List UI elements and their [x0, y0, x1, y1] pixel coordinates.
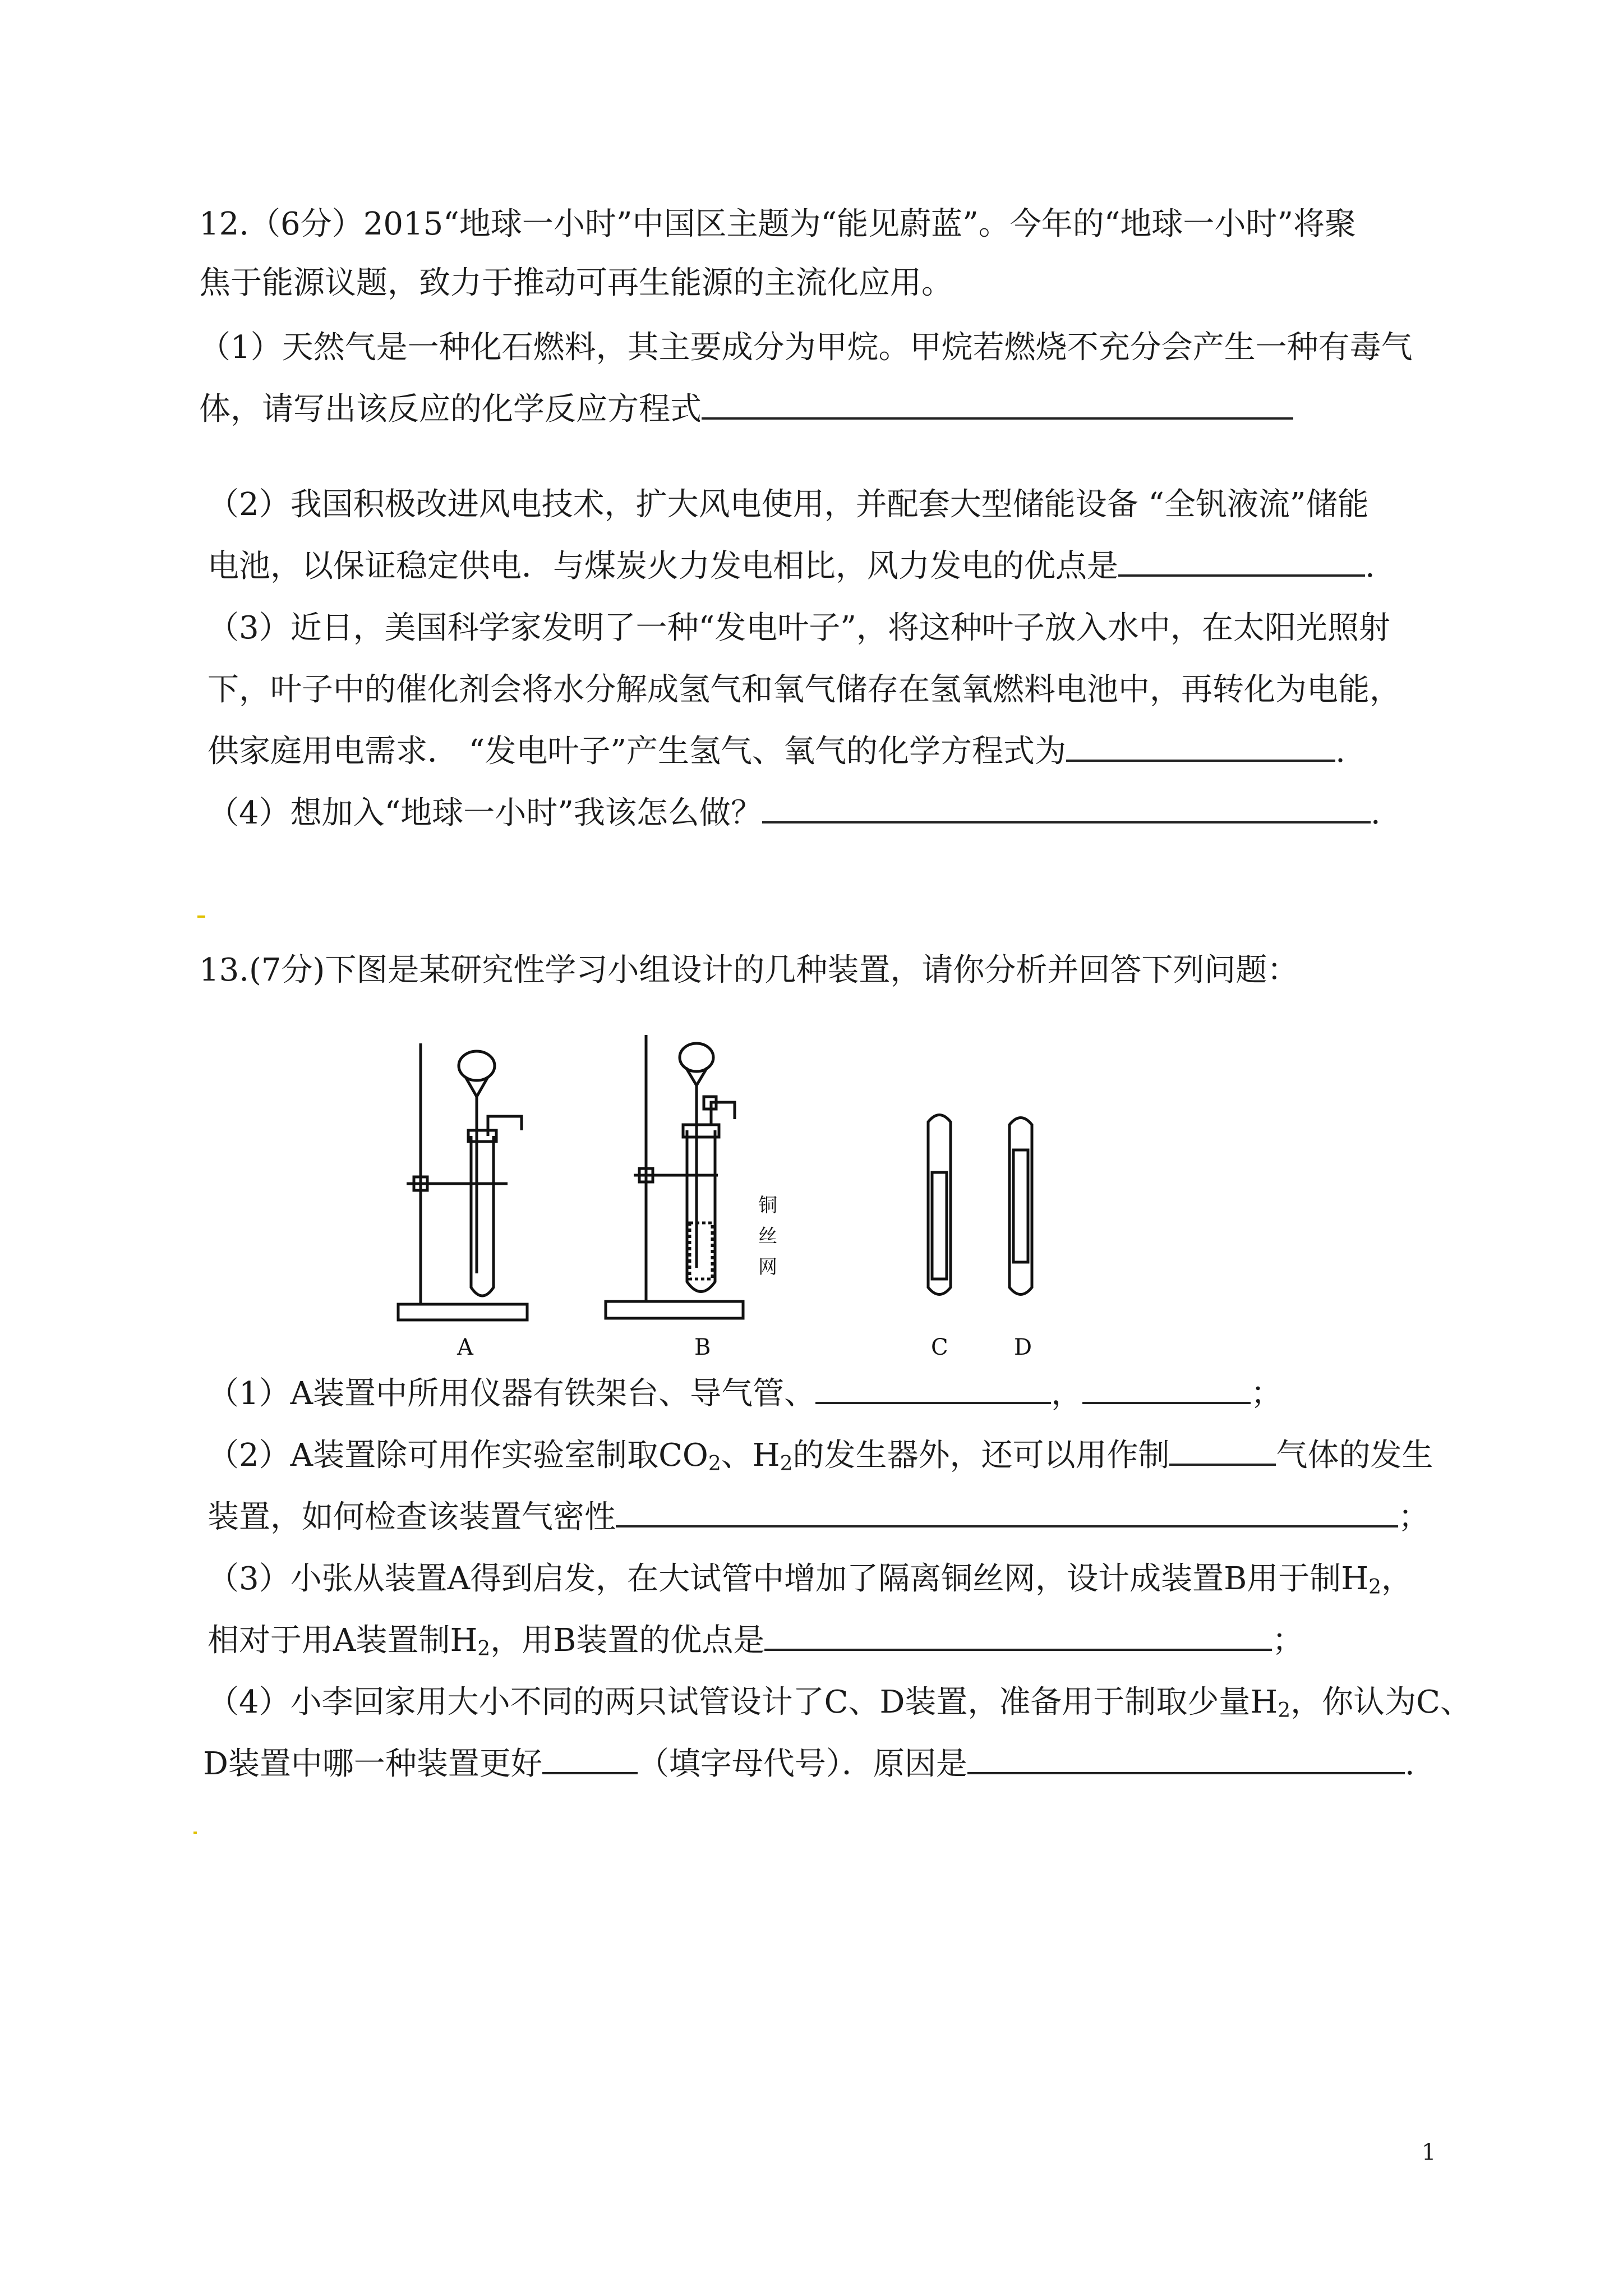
label-a: A [457, 1335, 473, 1360]
mesh-label-2: 丝 [758, 1225, 777, 1248]
q12-line-3: （1）天然气是一种化石燃料，其主要成分为甲烷。甲烷若燃烧不充分会产生一种有毒气 [199, 329, 1413, 366]
q13-line-3c: 的发生器外，还可以用作制 [792, 1437, 1170, 1474]
semicolon: ； [1272, 1622, 1304, 1659]
q13-line-8a: D装置中哪一种装置更好 [203, 1746, 542, 1782]
answer-blank-13-3[interactable] [1169, 1433, 1276, 1466]
answer-blank-12-3[interactable] [1066, 729, 1335, 762]
answer-blank-12-4[interactable] [762, 791, 1371, 823]
delivery-tube-a [488, 1116, 522, 1136]
q12-line-8: 下，叶子中的催化剂会将水分解成氢气和氧气储存在氢氧燃料电池中，再转化为电能， [208, 671, 1401, 708]
q12-line-4 [199, 387, 1293, 432]
comma-cn: ， [1381, 1561, 1413, 1597]
funnel-bowl-b [680, 1043, 713, 1071]
q12-line-4-text: 体，请写出该反应的化学反应方程式 [199, 391, 702, 427]
q12-line-9 [208, 729, 1345, 774]
label-c: C [931, 1335, 948, 1360]
q13-line-6a: 相对于用A装置制H [208, 1622, 478, 1659]
answer-blank-13-1[interactable] [815, 1372, 1051, 1404]
stopper-b [683, 1125, 719, 1137]
device-d [1009, 1118, 1032, 1295]
period: . [1370, 795, 1381, 831]
q13-line-8 [203, 1742, 1415, 1787]
device-c [928, 1115, 951, 1295]
period: . [1404, 1746, 1415, 1782]
q13-line-8b: （填字母代号）．原因是 [637, 1746, 967, 1782]
q13-line-3b: 、H [721, 1437, 780, 1474]
subscript: 2 [780, 1452, 793, 1475]
q13-line-6 [208, 1618, 1303, 1663]
q12-line-10-text: （4）想加入“地球一小时”我该怎么做？ [208, 795, 762, 831]
q13-line-2 [208, 1372, 1282, 1416]
q13-line-3 [208, 1433, 1433, 1478]
page-number: 1 [1422, 2139, 1436, 2165]
q12-line-5: （2）我国积极改进风电技术，扩大风电使用，并配套大型储能设备 “全钒液流”储能 [208, 486, 1369, 523]
semicolon: ； [1398, 1499, 1430, 1535]
q13-line-7b: ，你认为C、 [1290, 1684, 1472, 1720]
answer-blank-13-6[interactable] [542, 1742, 638, 1774]
funnel-bowl-a [459, 1051, 495, 1080]
comma: ， [1051, 1375, 1083, 1412]
q13-line-5a: （3）小张从装置A得到启发，在大试管中增加了隔离铜丝网，设计成装置B用于制H [208, 1561, 1369, 1597]
mesh-label-3: 网 [758, 1256, 777, 1278]
label-b: B [694, 1335, 711, 1360]
stray-mark [193, 1832, 197, 1834]
stray-mark [197, 915, 205, 918]
q12-line-2: 焦于能源议题，致力于推动可再生能源的主流化应用。 [199, 265, 953, 301]
apparatus-a [398, 1043, 527, 1320]
inner-tube-d [1013, 1150, 1028, 1262]
stand-base-a [398, 1304, 527, 1320]
q13-line-2-text: （1）A装置中所用仪器有铁架台、导气管、 [208, 1375, 816, 1412]
q12-line-6 [208, 544, 1375, 589]
delivery-tube-b [711, 1102, 735, 1125]
apparatus-b [606, 1035, 743, 1318]
answer-blank-13-5[interactable] [764, 1618, 1272, 1651]
semicolon: ； [1251, 1375, 1283, 1412]
answer-blank-13-4[interactable] [616, 1495, 1398, 1527]
inner-tube-c [932, 1172, 947, 1279]
period: . [1335, 733, 1345, 770]
subscript: 2 [1368, 1576, 1381, 1599]
q12-line-9-text: 供家庭用电需求． “发电叶子”产生氢气、氧气的化学方程式为 [208, 733, 1067, 770]
q13-line-7a: （4）小李回家用大小不同的两只试管设计了C、D装置，准备用于制取少量H [208, 1684, 1278, 1720]
test-tube-a [471, 1136, 494, 1296]
subscript: 2 [477, 1637, 491, 1660]
q13-line-6b: ，用B装置的优点是 [490, 1622, 765, 1659]
q13-line-5 [208, 1557, 1413, 1602]
subscript: 2 [708, 1452, 721, 1475]
answer-blank-12-2[interactable] [1118, 544, 1365, 577]
label-d: D [1014, 1335, 1032, 1360]
stand-base-b [606, 1301, 743, 1318]
q13-line-4 [208, 1495, 1430, 1540]
q13-line-1: 13.(7分)下图是某研究性学习小组设计的几种装置，请你分析并回答下列问题： [199, 952, 1299, 988]
q12-line-10 [208, 791, 1381, 836]
q13-line-7 [208, 1680, 1472, 1725]
mesh-label-1: 铜 [758, 1194, 777, 1217]
subscript: 2 [1278, 1699, 1291, 1722]
period: . [1365, 548, 1375, 585]
q13-line-4-text: 装置，如何检查该装置气密性 [208, 1499, 616, 1535]
q12-line-6-text: 电池，以保证稳定供电．与煤炭火力发电相比，风力发电的优点是 [208, 548, 1118, 585]
q12-line-1: 12.（6分）2015“地球一小时”中国区主题为“能见蔚蓝”。今年的“地球一小时”将聚 [199, 206, 1356, 242]
q12-line-7: （3）近日，美国科学家发明了一种“发电叶子”，将这种叶子放入水中，在太阳光照射 [208, 610, 1390, 646]
answer-blank-13-7[interactable] [967, 1742, 1405, 1774]
answer-blank-13-2[interactable] [1082, 1372, 1251, 1404]
answer-blank-12-1[interactable] [702, 387, 1293, 420]
copper-mesh [690, 1223, 712, 1279]
q13-line-3d: 气体的发生 [1276, 1437, 1433, 1474]
apparatus-figure [387, 1027, 1105, 1363]
q13-line-3a: （2）A装置除可用作实验室制取CO [208, 1437, 708, 1474]
